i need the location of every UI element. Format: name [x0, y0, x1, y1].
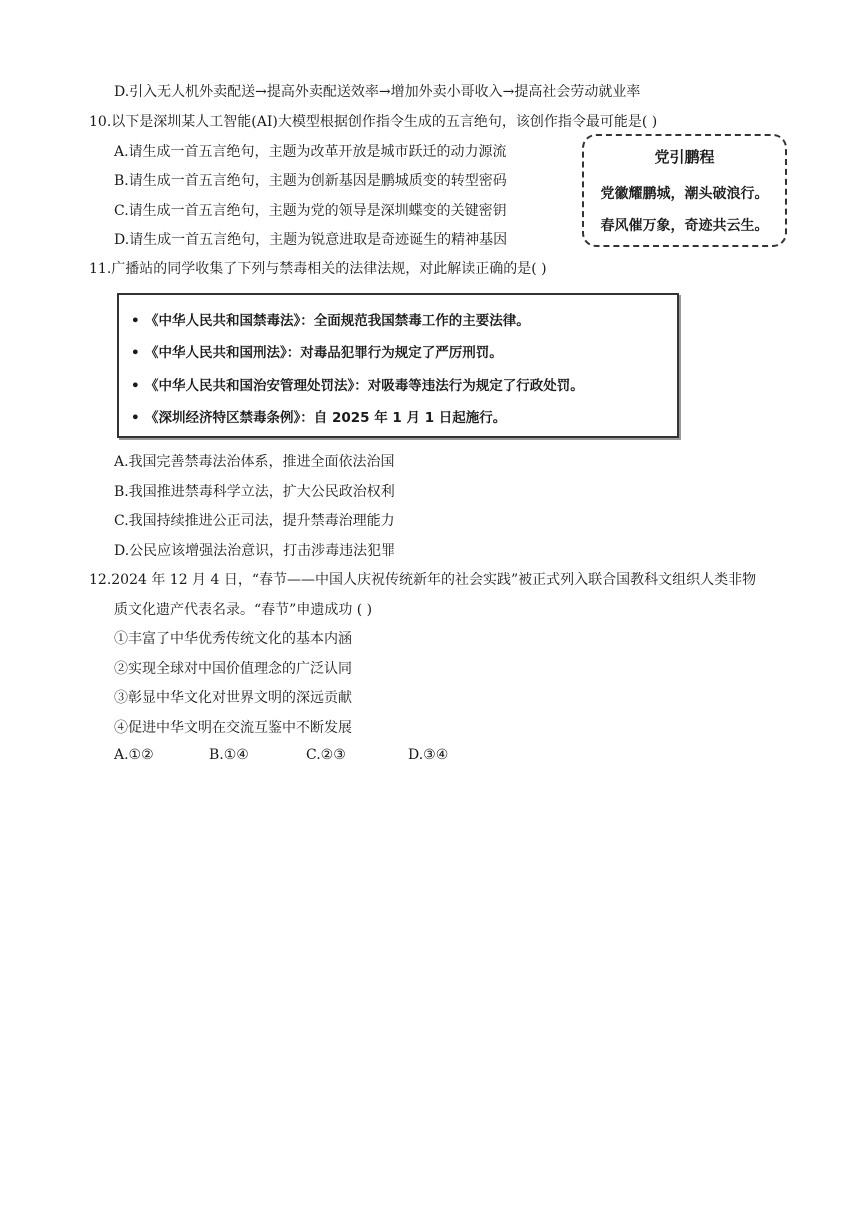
- q10-option-c[interactable]: C.请生成一首五言绝句，主题为党的领导是深圳蝶变的关键密钥: [114, 203, 507, 219]
- law-text: 《中华人民共和国刑法》：对毒品犯罪行为规定了严厉刑罚。: [145, 345, 503, 361]
- poem-line-2: 春风催万象，奇迹共云生。: [600, 218, 769, 234]
- poem-line-1: 党徽耀鹏城，潮头破浪行。: [600, 186, 769, 202]
- bullet-icon: •: [131, 313, 140, 329]
- q12-statement-3: ③彰显中华文化对世界文明的深远贡献: [114, 690, 352, 706]
- bullet-icon: •: [131, 410, 140, 426]
- q12-statement-4: ④促进中华文明在交流互鉴中不断发展: [114, 720, 352, 736]
- law-item: [131, 374, 584, 394]
- q10-stem: 10.以下是深圳某人工智能(AI)大模型根据创作指令生成的五言绝句，该创作指令最可能是( ): [89, 114, 658, 130]
- law-text: 《中华人民共和国禁毒法》：全面规范我国禁毒工作的主要法律。: [145, 313, 530, 329]
- q12-statement-1: ①丰富了中华优秀传统文化的基本内涵: [114, 631, 352, 647]
- q11-option-b[interactable]: B.我国推进禁毒科学立法，扩大公民政治权利: [114, 484, 395, 500]
- law-item: [131, 309, 530, 329]
- q12-options-row: [114, 747, 448, 763]
- q11-stem: 11.广播站的同学收集了下列与禁毒相关的法律法规，对此解读正确的是( ): [89, 261, 547, 277]
- q12-statement-2: ②实现全球对中国价值理念的广泛认同: [114, 661, 352, 677]
- bullet-icon: •: [131, 345, 140, 361]
- q10-option-d[interactable]: D.请生成一首五言绝句，主题为锐意进取是奇迹诞生的精神基因: [114, 232, 508, 248]
- q10-option-b[interactable]: B.请生成一首五言绝句，主题为创新基因是鹏城质变的转型密码: [114, 173, 507, 189]
- law-text: 《深圳经济特区禁毒条例》：自 2025 年 1 月 1 日起施行。: [145, 410, 507, 426]
- poem-title: 党引鹏程: [654, 148, 715, 166]
- law-item: [131, 406, 506, 426]
- q11-option-a[interactable]: A.我国完善禁毒法治体系，推进全面依法治国: [114, 454, 395, 470]
- q12-option-d[interactable]: D.③④: [408, 747, 449, 763]
- q12-option-b[interactable]: B.①④: [209, 747, 249, 763]
- q12-option-c[interactable]: C.②③: [306, 747, 346, 763]
- q11-option-d[interactable]: D.公民应该增强法治意识，打击涉毒违法犯罪: [114, 543, 396, 559]
- q9-option-d: D.引入无人机外卖配送→提高外卖配送效率→增加外卖小哥收入→提高社会劳动就业率: [114, 84, 641, 100]
- q11-option-c[interactable]: C.我国持续推进公正司法，提升禁毒治理能力: [114, 513, 395, 529]
- law-item: [131, 341, 503, 361]
- q12-stem-line-1: 12.2024 年 12 月 4 日，“春节——中国人庆祝传统新年的社会实践”被正式列入联合国教科文组织人类非物: [89, 572, 757, 588]
- law-text: 《中华人民共和国治安管理处罚法》：对吸毒等违法行为规定了行政处罚。: [145, 378, 584, 394]
- bullet-icon: •: [131, 378, 140, 394]
- q12-stem-line-2: 质文化遗产代表名录。“春节”申遗成功 ( ): [114, 602, 373, 618]
- law-list-box: [117, 293, 679, 438]
- q12-option-a[interactable]: A.①②: [114, 747, 154, 763]
- poem-card: [582, 134, 787, 247]
- q10-option-a[interactable]: A.请生成一首五言绝句，主题为改革开放是城市跃迁的动力源流: [114, 144, 507, 160]
